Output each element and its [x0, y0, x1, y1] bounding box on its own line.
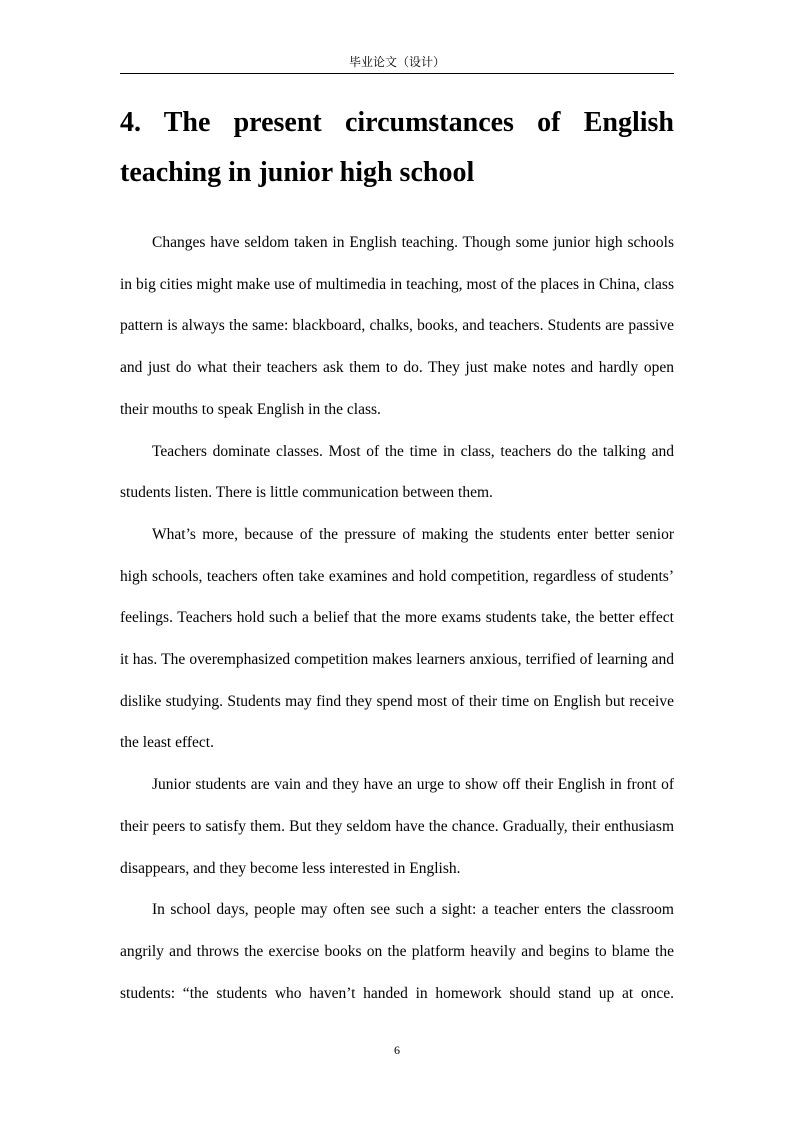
paragraph: In school days, people may often see such a sight: a teacher enters the classroom angrily and throws the exercise books on the platform heavily and begins to blame the students: “the students who haven’t handed in homework should stand up at once. [120, 901, 674, 1002]
page-content [120, 98, 674, 1014]
paragraph: Teachers dominate classes. Most of the time in class, teachers do the talking and students listen. There is little communication between them. [120, 442, 674, 502]
page-number: 6 [394, 1043, 400, 1057]
section-title: 4. The present circumstances of English teaching in junior high school [120, 107, 674, 188]
paragraph: Changes have seldom taken in English teaching. Though some junior high schools in big cities might make use of multimedia in teaching, most of the places in China, class pattern is always the same: blackboard, chalks, books, and teachers. Students are passive and just do what their teachers ask them to do. They just make notes and hardly open their mouths to speak English in the class. [120, 234, 674, 418]
paragraph: What’s more, because of the pressure of making the students enter better senior high schools, teachers often take examines and hold competition, regardless of students’ feelings. Teachers hold such a belief that the more exams students take, the better effect it has. The overemphasized competition makes learners anxious, terrified of learning and dislike studying. Students may find they spend most of their time on English but receive the least effect. [120, 525, 674, 752]
paragraph: Junior students are vain and they have an urge to show off their English in front of their peers to satisfy them. But they seldom have the chance. Gradually, their enthusiasm disappears, and they become less interested in English. [120, 776, 674, 877]
running-header: 毕业论文（设计） [348, 55, 445, 69]
body-text [120, 222, 674, 1014]
header-rule [120, 73, 674, 74]
